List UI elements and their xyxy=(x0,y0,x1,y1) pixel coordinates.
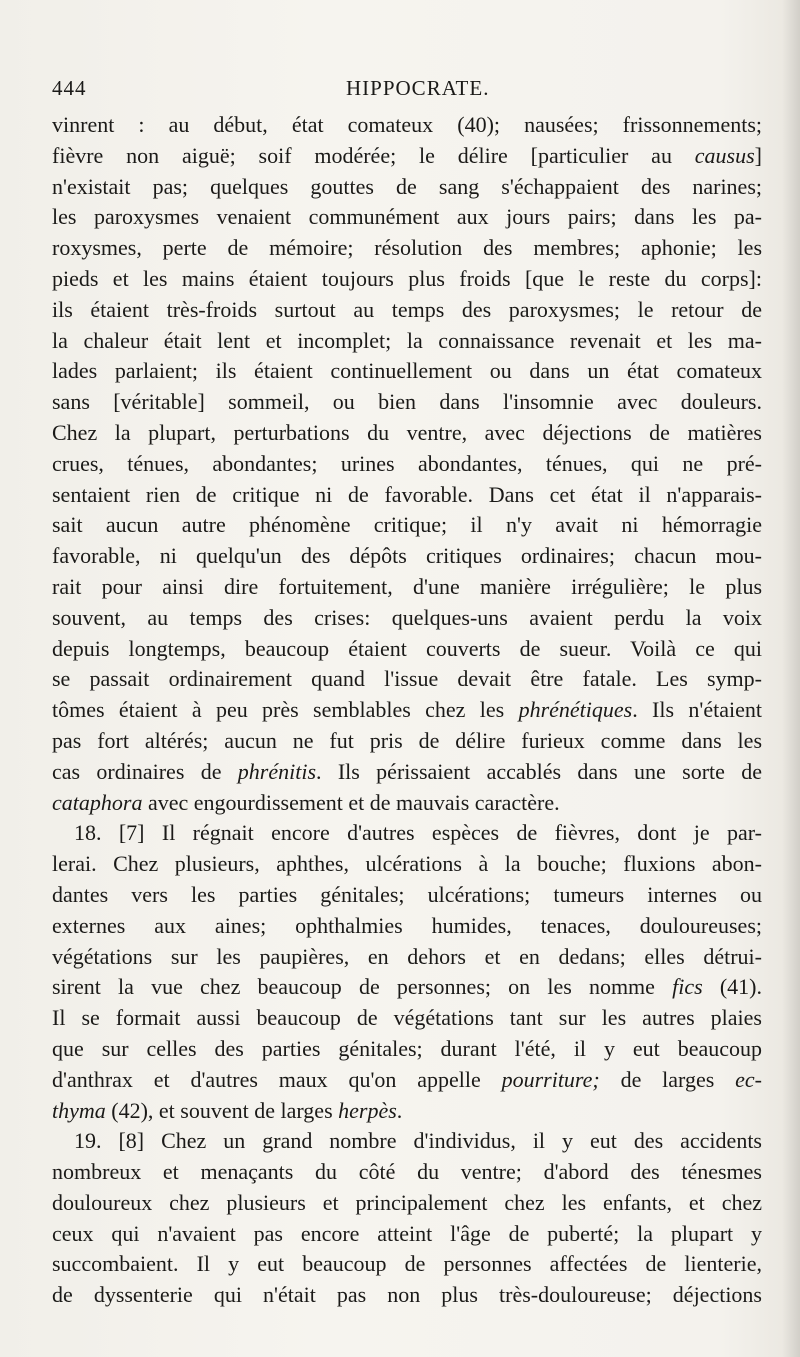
text-line xyxy=(52,418,762,449)
text-line xyxy=(52,1034,762,1065)
text-line xyxy=(52,1003,762,1034)
text-segment: nombreux et menaçants du côté du ventre; d'abord des ténesmes xyxy=(52,1159,762,1185)
text-line xyxy=(52,942,762,973)
text-segment: les paroxysmes venaient communément aux jours pairs; dans les pa- xyxy=(52,204,762,230)
text-segment: la chaleur était lent et incomplet; la connaissance revenait et les ma- xyxy=(52,327,762,353)
text-line xyxy=(52,449,762,480)
text-segment: sans [véritable] sommeil, ou bien dans l'insomnie avec douleurs. xyxy=(52,389,762,415)
text-segment: ils étaient très-froids surtout au temps des paroxysmes; le retour de xyxy=(52,296,762,322)
text-line xyxy=(52,387,762,418)
text-line xyxy=(52,264,762,295)
text-segment: végétations sur les paupières, en dehors et en dedans; elles détrui- xyxy=(52,943,762,969)
text-line xyxy=(52,818,762,849)
text-segment: douloureux chez plusieurs et principalement chez les enfants, et chez xyxy=(52,1189,762,1215)
text-line xyxy=(52,788,762,819)
italic-term: ec- xyxy=(735,1066,762,1092)
italic-term: thyma xyxy=(52,1097,106,1123)
text-segment: depuis longtemps, beaucoup étaient couverts de sueur. Voilà ce qui xyxy=(52,635,762,661)
text-segment: d'anthrax et d'autres maux qu'on appelle xyxy=(52,1066,502,1092)
text-segment: pieds et les mains étaient toujours plus froids [que le reste du corps]: xyxy=(52,265,762,291)
text-segment: ] xyxy=(754,142,762,168)
text-segment: vinrent : au début, état comateux (40); nausées; frissonnements; xyxy=(52,112,762,137)
text-segment: n'existait pas; quelques gouttes de sang s'échappaient des narines; xyxy=(52,173,762,199)
text-segment: tômes étaient à peu près semblables chez les xyxy=(52,697,519,723)
text-segment: cas ordinaires de xyxy=(52,758,238,784)
italic-term: causus xyxy=(694,142,755,168)
text-line xyxy=(52,603,762,634)
text-segment: Il se formait aussi beaucoup de végétations tant sur les autres plaies xyxy=(52,1005,762,1031)
page-number: 444 xyxy=(52,76,87,100)
text-line xyxy=(52,1188,762,1219)
body-text xyxy=(52,110,762,1311)
text-segment: 18. [7] Il régnait encore d'autres espèces de fièvres, dont je par- xyxy=(74,820,762,846)
text-line xyxy=(52,326,762,357)
italic-term: herpès xyxy=(338,1097,397,1123)
text-line xyxy=(52,356,762,387)
text-segment: souvent, au temps des crises: quelques-uns avaient perdu la voix xyxy=(52,604,762,630)
text-segment: . Ils n'étaient xyxy=(632,697,762,723)
italic-term: phrénétiques xyxy=(518,697,633,723)
text-line xyxy=(52,1096,762,1127)
text-line xyxy=(52,695,762,726)
text-segment: crues, ténues, abondantes; urines abondantes, ténues, qui ne pré- xyxy=(52,450,762,476)
text-line xyxy=(52,757,762,788)
text-segment: se passait ordinairement quand l'issue devait être fatale. Les symp- xyxy=(52,666,762,692)
page-edge-shadow xyxy=(782,0,800,1357)
text-segment: (41). xyxy=(702,974,762,1000)
italic-term: cataphora xyxy=(52,789,143,815)
text-line xyxy=(52,880,762,911)
text-segment: sentaient rien de critique ni de favorable. Dans cet état il n'apparais- xyxy=(52,481,762,507)
italic-term: fics xyxy=(672,974,703,1000)
text-line xyxy=(52,664,762,695)
text-segment: de larges xyxy=(599,1066,736,1092)
text-segment: Chez la plupart, perturbations du ventre, avec déjections de matières xyxy=(52,419,762,445)
text-line xyxy=(52,541,762,572)
text-line xyxy=(52,141,762,172)
text-segment: 19. [8] Chez un grand nombre d'individus, il y eut des accidents xyxy=(74,1128,762,1154)
text-line xyxy=(52,1280,762,1311)
text-segment: de dyssenterie qui n'était pas non plus très-douloureuse; déjections xyxy=(52,1282,762,1308)
text-line xyxy=(52,1249,762,1280)
text-line xyxy=(52,1126,762,1157)
text-segment: dantes vers les parties génitales; ulcérations; tumeurs internes ou xyxy=(52,881,762,907)
page-header xyxy=(52,76,772,106)
text-segment: succombaient. Il y eut beaucoup de personnes affectées de lienterie, xyxy=(52,1251,762,1277)
text-segment: lerai. Chez plusieurs, aphthes, ulcérations à la bouche; fluxions abon- xyxy=(52,851,762,877)
text-line xyxy=(52,510,762,541)
text-segment: favorable, ni quelqu'un des dépôts critiques ordinaires; chacun mou- xyxy=(52,543,762,569)
text-line xyxy=(52,849,762,880)
text-line xyxy=(52,480,762,511)
italic-term: pourriture; xyxy=(501,1066,600,1092)
text-line xyxy=(52,110,762,141)
text-line xyxy=(52,1065,762,1096)
text-segment: pas fort altérés; aucun ne fut pris de délire furieux comme dans les xyxy=(52,727,762,753)
text-segment: fièvre non aiguë; soif modérée; le délire [particulier au xyxy=(52,142,695,168)
text-line xyxy=(52,202,762,233)
text-segment: externes aux aines; ophthalmies humides, tenaces, douloureuses; xyxy=(52,912,762,938)
text-segment: roxysmes, perte de mémoire; résolution des membres; aphonie; les xyxy=(52,235,762,261)
text-line xyxy=(52,1157,762,1188)
text-segment: avec engourdissement et de mauvais caractère. xyxy=(142,789,560,815)
text-segment: lades parlaient; ils étaient continuellement ou dans un état comateux xyxy=(52,358,762,384)
text-segment: sait aucun autre phénomène critique; il n'y avait ni hémorragie xyxy=(52,512,762,538)
text-segment: rait pour ainsi dire fortuitement, d'une manière irrégulière; le plus xyxy=(52,573,762,599)
text-segment: (42), et souvent de larges xyxy=(105,1097,339,1123)
italic-term: phrénitis xyxy=(237,758,317,784)
text-line xyxy=(52,726,762,757)
text-line xyxy=(52,634,762,665)
text-line xyxy=(52,911,762,942)
text-line xyxy=(52,972,762,1003)
text-line xyxy=(52,172,762,203)
text-line xyxy=(52,1219,762,1250)
text-segment: ceux qui n'avaient pas encore atteint l'âge de puberté; la plupart y xyxy=(52,1220,762,1246)
text-line xyxy=(52,233,762,264)
text-segment: sirent la vue chez beaucoup de personnes; on les nomme xyxy=(52,974,673,1000)
text-segment: que sur celles des parties génitales; durant l'été, il y eut beaucoup xyxy=(52,1035,762,1061)
text-segment: . xyxy=(396,1097,403,1123)
text-line xyxy=(52,572,762,603)
text-segment: . Ils périssaient accablés dans une sorte de xyxy=(316,758,762,784)
text-line xyxy=(52,295,762,326)
running-title: HIPPOCRATE. xyxy=(346,76,490,100)
